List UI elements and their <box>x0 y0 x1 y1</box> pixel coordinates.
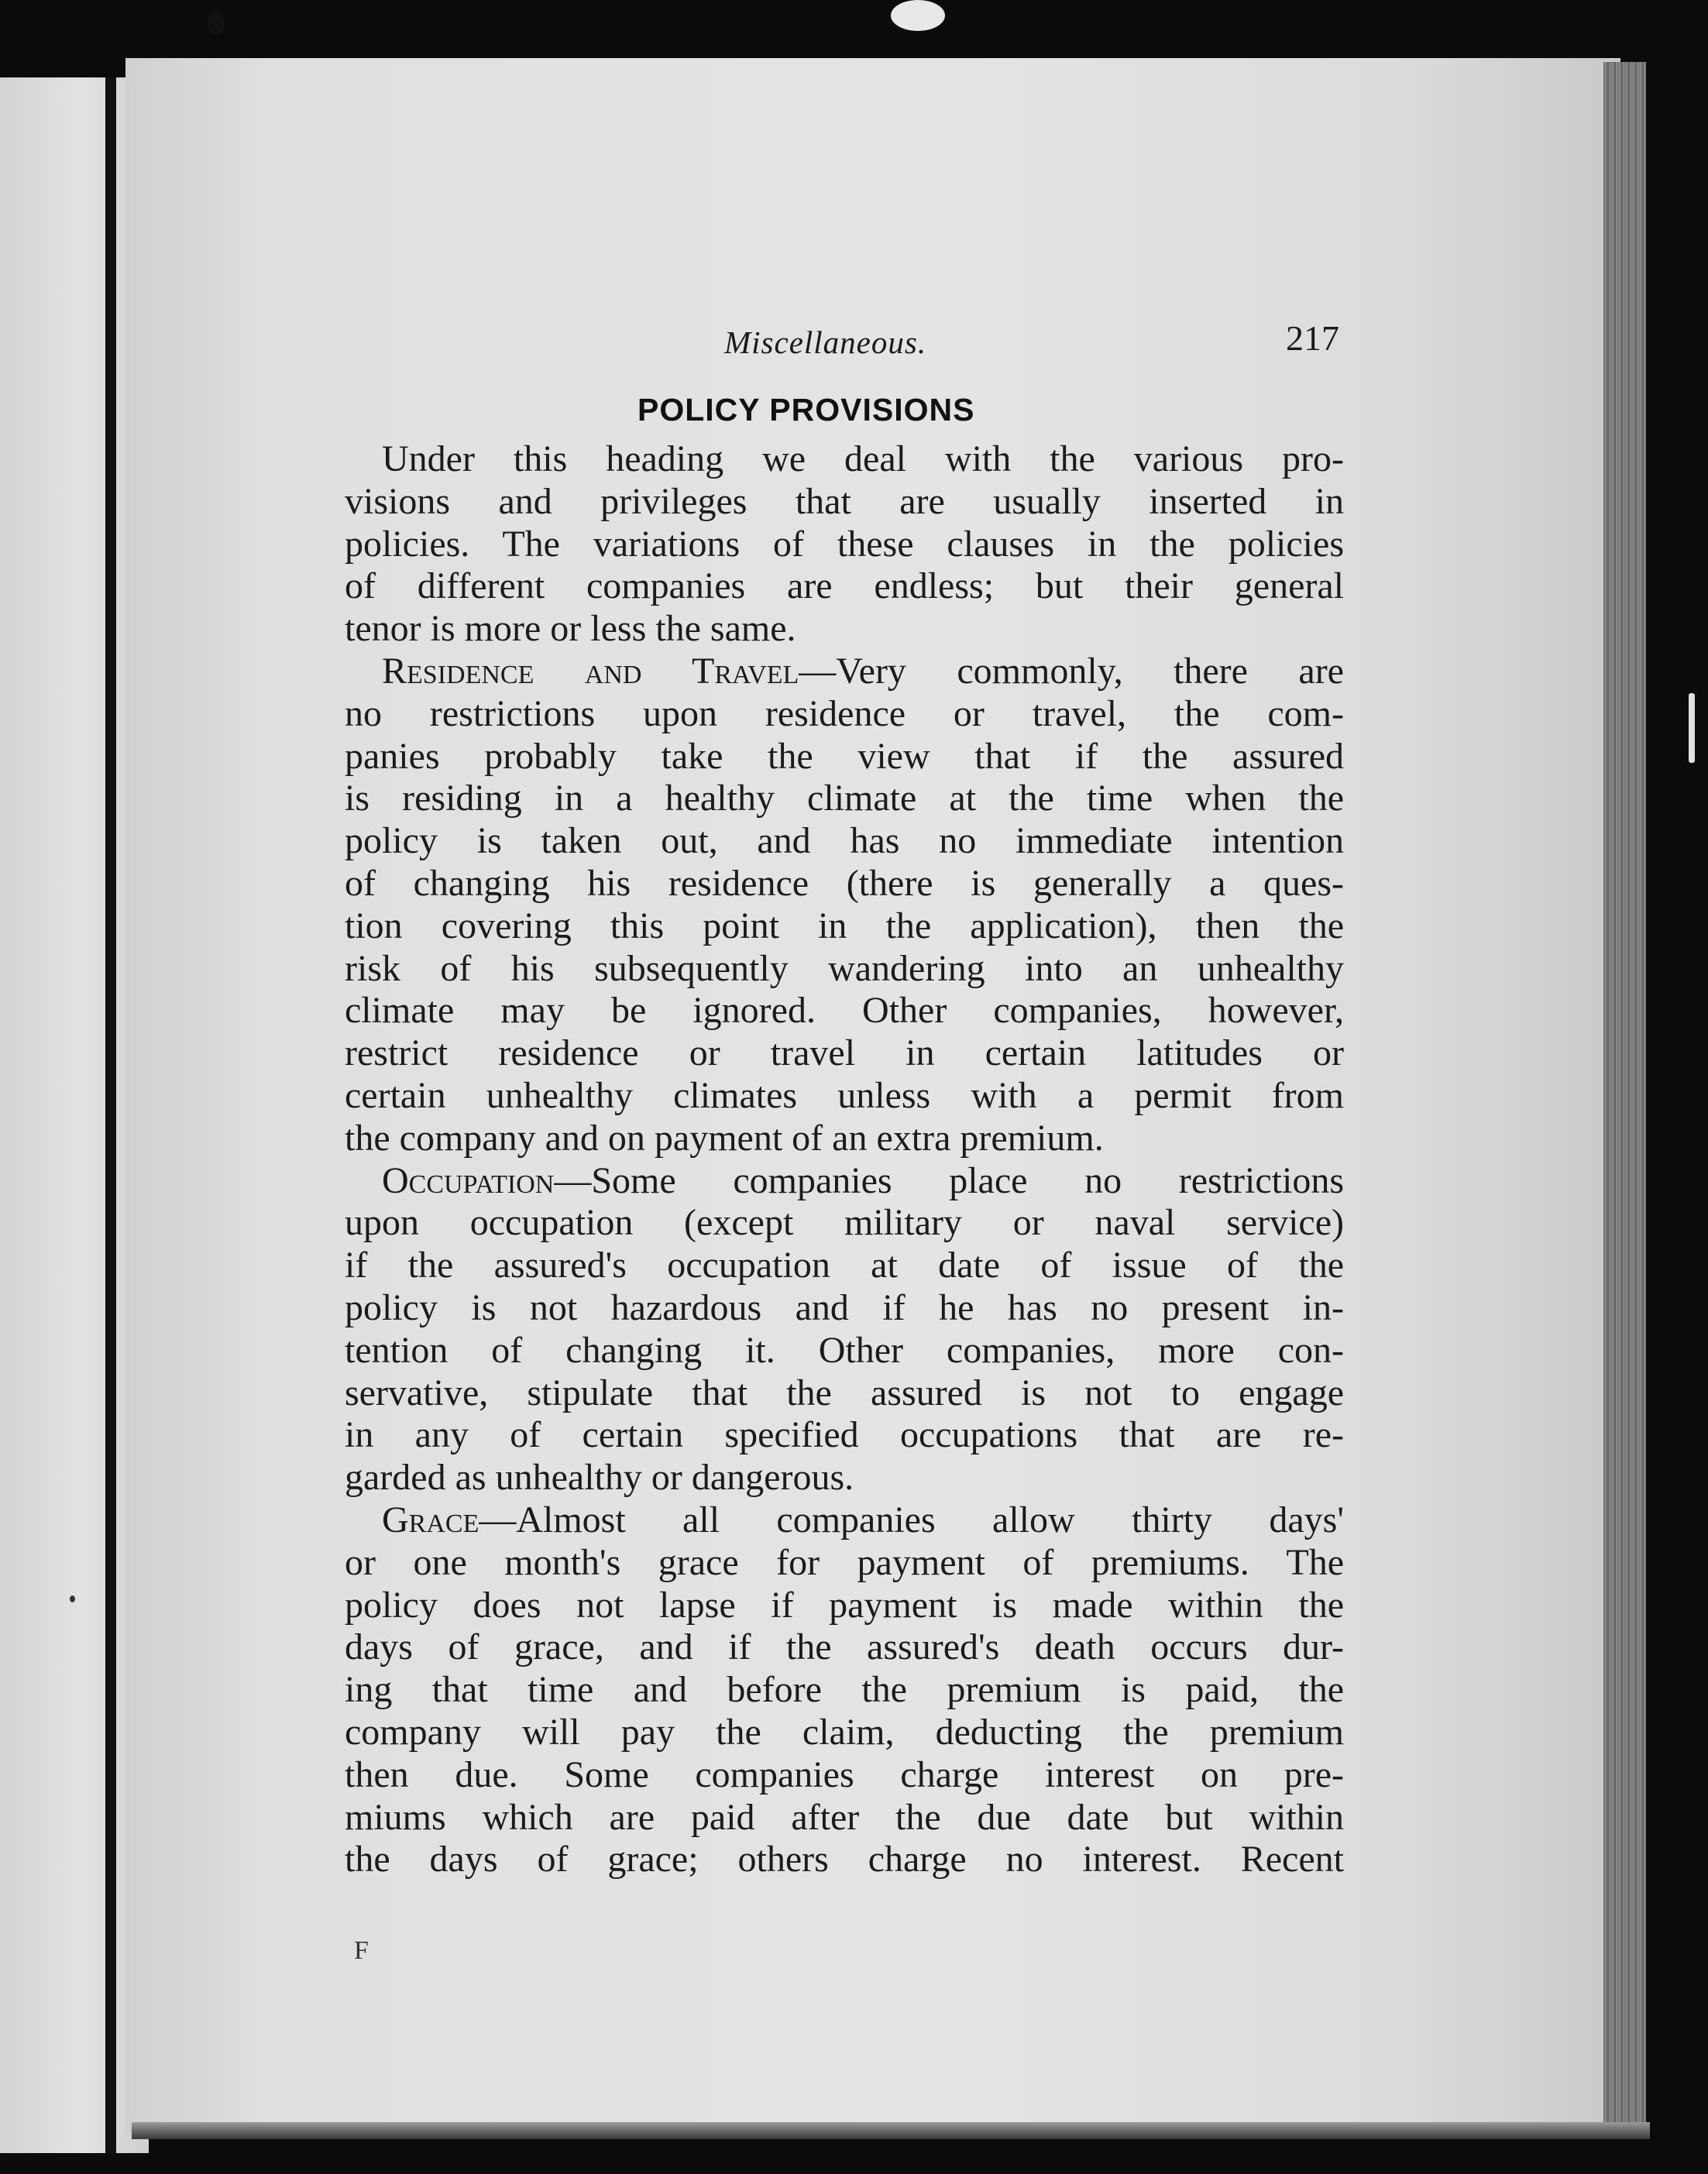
running-head: Miscellaneous. <box>724 325 927 360</box>
signature-mark: F <box>354 1936 369 1965</box>
text-line: or one month's grace for payment of premiums. The <box>345 1541 1344 1583</box>
section-title: POLICY PROVISIONS <box>637 392 975 428</box>
text-line <box>345 651 1344 693</box>
paragraph-heading: Occupation <box>382 1159 555 1201</box>
paragraph-heading: Residence and Travel <box>382 650 799 692</box>
text-line: of changing his residence (there is generally a ques- <box>345 862 1344 904</box>
text-line: policies. The variations of these clauses in the policies <box>345 523 1344 565</box>
text-line: no restrictions upon residence or travel, the com- <box>345 692 1344 734</box>
text-line: risk of his subsequently wandering into an unhealthy <box>345 947 1344 989</box>
body-text <box>345 438 1344 1881</box>
text-line: policy is taken out, and has no immediate intention <box>345 820 1344 862</box>
text-line <box>345 1160 1344 1203</box>
scan-speck <box>208 12 225 35</box>
text-line: company will pay the claim, deducting the premium <box>345 1711 1344 1753</box>
scan-speck <box>70 1595 75 1602</box>
text-line: if the assured's occupation at date of issue of the <box>345 1245 1344 1286</box>
text-line <box>345 1499 1344 1542</box>
text-line: visions and privileges that are usually inserted in <box>345 480 1344 522</box>
text-line: then due. Some companies charge interest on pre- <box>345 1753 1344 1795</box>
page-number: 217 <box>1286 318 1339 358</box>
page-stack-edge <box>1603 62 1646 2130</box>
text-line: the company and on payment of an extra premium. <box>345 1117 1104 1159</box>
text-line: the days of grace; others charge no interest. Recent <box>345 1839 1344 1880</box>
paragraph-grace <box>345 1499 1344 1881</box>
text-line: in any of certain specified occupations that are re- <box>345 1414 1344 1456</box>
page-bottom-edge <box>132 2122 1650 2139</box>
text-line: restrict residence or travel in certain latitudes or <box>345 1032 1344 1074</box>
book-gutter <box>105 77 116 2153</box>
text-line: panies probably take the view that if the assured <box>345 735 1344 777</box>
paragraph-heading: Grace <box>382 1499 479 1540</box>
text-line: policy is not hazardous and if he has no present in- <box>345 1286 1344 1328</box>
text-line: upon occupation (except military or naval service) <box>345 1202 1344 1244</box>
text-line: servative, stipulate that the assured is not to engage <box>345 1372 1344 1413</box>
text-line: Under this heading we deal with the various pro- <box>382 438 1344 479</box>
text-line: ing that time and before the premium is paid, the <box>345 1669 1344 1711</box>
scan-speck <box>1689 693 1695 763</box>
heading-continuation: —Almost all companies allow thirty days' <box>479 1499 1344 1540</box>
paragraph-intro <box>345 438 1344 651</box>
text-line: certain unhealthy climates unless with a permit from <box>345 1074 1344 1116</box>
heading-continuation: —Very commonly, there are <box>799 650 1344 692</box>
heading-continuation: —Some companies place no restrictions <box>554 1159 1344 1201</box>
text-line: tenor is more or less the same. <box>345 608 796 650</box>
text-line: miums which are paid after the due date but within <box>345 1796 1344 1838</box>
text-line: tion covering this point in the application), then the <box>345 905 1344 946</box>
paragraph-occupation <box>345 1160 1344 1499</box>
text-line: is residing in a healthy climate at the time when the <box>345 778 1344 819</box>
paragraph-residence-travel <box>345 651 1344 1160</box>
text-line: of different companies are endless; but their general <box>345 565 1344 607</box>
text-line: days of grace, and if the assured's death occurs dur- <box>345 1626 1344 1668</box>
text-line: tention of changing it. Other companies, more con- <box>345 1329 1344 1371</box>
text-line: policy does not lapse if payment is made within the <box>345 1584 1344 1626</box>
text-line: climate may be ignored. Other companies, however, <box>345 990 1344 1032</box>
text-line: garded as unhealthy or dangerous. <box>345 1457 854 1499</box>
scan-speck <box>891 0 945 31</box>
